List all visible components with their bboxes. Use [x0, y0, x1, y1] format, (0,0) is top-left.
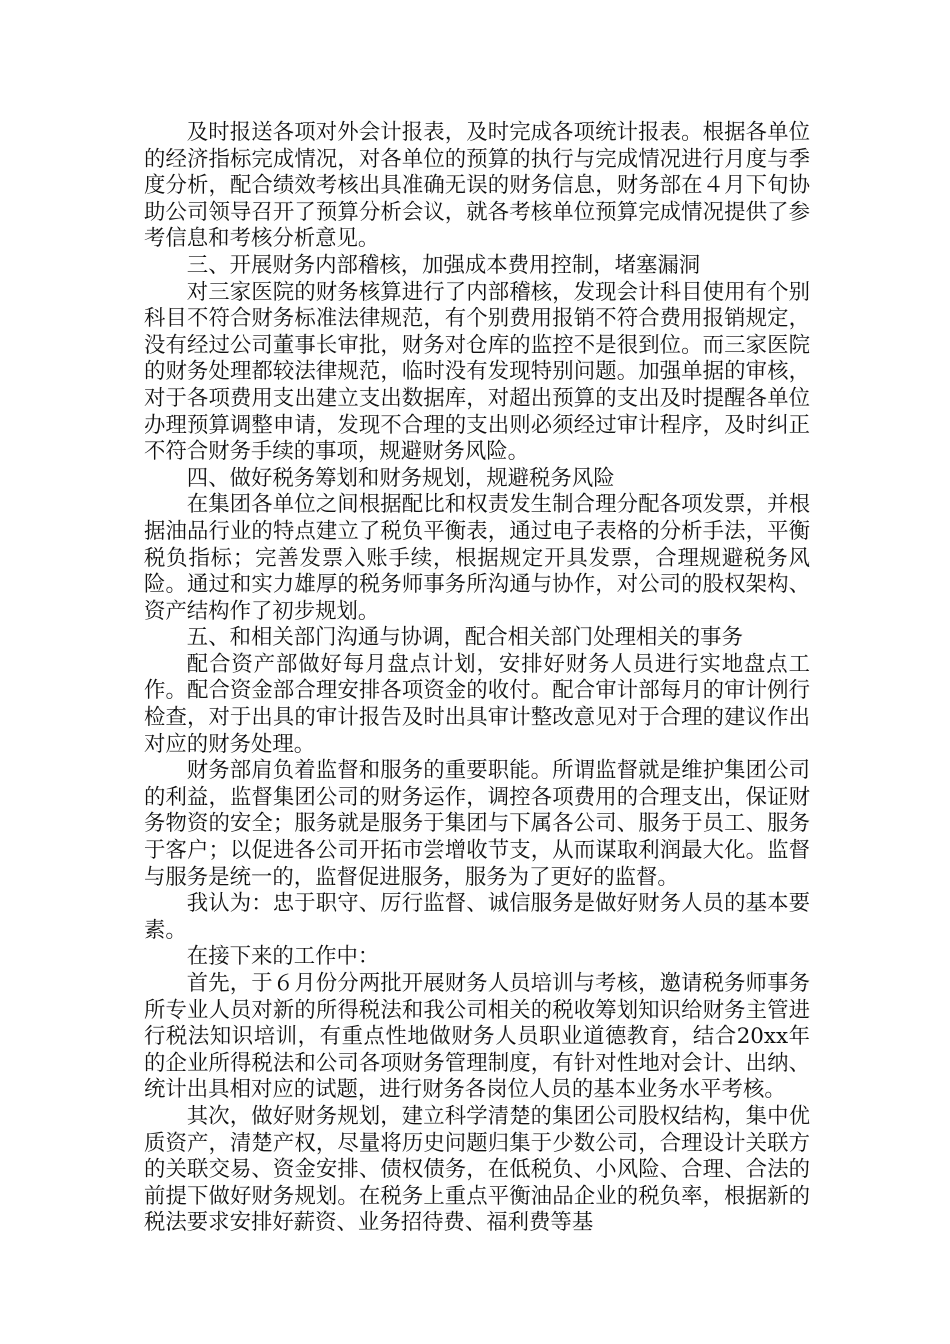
heading-tax-planning: 四、做好税务筹划和财务规划，规避税务风险: [186, 465, 615, 491]
paragraph-asset-inventory: 配合资产部做好每月盘点计划，安排好财务人员进行实地盘点工作。配合资金部合理安排各项资金的收付。配合审计部每月的审计例行检查，对于出具的审计报告及时出具审计整改意见对于合理的建议作出对应的财务处理。: [144, 651, 810, 757]
paragraph-supervision-service: 财务部肩负着监督和服务的重要职能。所谓监督就是维护集团公司的利益，监督集团公司的财务运作，调控各项费用的合理支出，保证财务物资的安全；服务就是服务于集团与下属各公司、服务于员工、服务于客户；以促进各公司开拓市尝增收节支，从而谋取利润最大化。监督与服务是统一的，监督促进服务，服务为了更好的监督。: [144, 758, 810, 890]
heading-department-coordination: 五、和相关部门沟通与协调，配合相关部门处理相关的事务: [186, 625, 743, 651]
paragraph-invoice-allocation: 在集团各单位之间根据配比和权责发生制合理分配各项发票，并根据油品行业的特点建立了税负平衡表，通过电子表格的分析手法，平衡税负指标；完善发票入账手续，根据规定开具发票，合理规避税务风险。通过和实力雄厚的税务师事务所沟通与协作，对公司的股权架构、资产结构作了初步规划。: [144, 492, 810, 624]
paragraph-next-work-intro: 在接下来的工作中：: [186, 944, 380, 970]
document-page: [144, 120, 810, 1237]
heading-internal-audit: 三、开展财务内部稽核，加强成本费用控制，堵塞漏洞: [186, 252, 701, 278]
paragraph-training-plan: 首先，于６月份分两批开展财务人员培训与考核，邀请税务师事务所专业人员对新的所得税法和我公司相关的税收筹划知识给财务主管进行税法知识培训，有重点性地做财务人员职业道德教育，结合20xx年的企业所得税法和公司各项财务管理制度，有针对性地对会计、出纳、统计出具相对应的试题，进行财务各岗位人员的基本业务水平考核。: [144, 971, 810, 1103]
paragraph-report-submission: 及时报送各项对外会计报表，及时完成各项统计报表。根据各单位的经济指标完成情况，对各单位的预算的执行与完成情况进行月度与季度分析，配合绩效考核出具准确无误的财务信息，财务部在４月下旬协助公司领导召开了预算分析会议，就各考核单位预算完成情况提供了参考信息和考核分析意见。: [144, 120, 810, 252]
paragraph-financial-planning: 其次，做好财务规划，建立科学清楚的集团公司股权结构，集中优质资产，清楚产权，尽量将历史问题归集于少数公司，合理设计关联方的关联交易、资金安排、债权债务，在低税负、小风险、合理、合法的前提下做好财务规划。在税务上重点平衡油品企业的税负率，根据新的税法要求安排好薪资、业务招待费、福利费等基: [144, 1103, 810, 1236]
paragraph-hospital-audit: 对三家医院的财务核算进行了内部稽核，发现会计科目使用有个别科目不符合财务标准法律规范，有个别费用报销不符合费用报销规定，没有经过公司董事长审批，财务对仓库的监控不是很到位。而三家医院的财务处理都较法律规范，临时没有发现特别问题。加强单据的审核，对于各项费用支出建立支出数据库，对超出预算的支出及时提醒各单位办理预算调整申请，发现不合理的支出则必须经过审计程序，及时纠正不符合财务手续的事项，规避财务风险。: [144, 279, 810, 465]
paragraph-personal-view: 我认为：忠于职守、厉行监督、诚信服务是做好财务人员的基本要素。: [144, 891, 810, 943]
